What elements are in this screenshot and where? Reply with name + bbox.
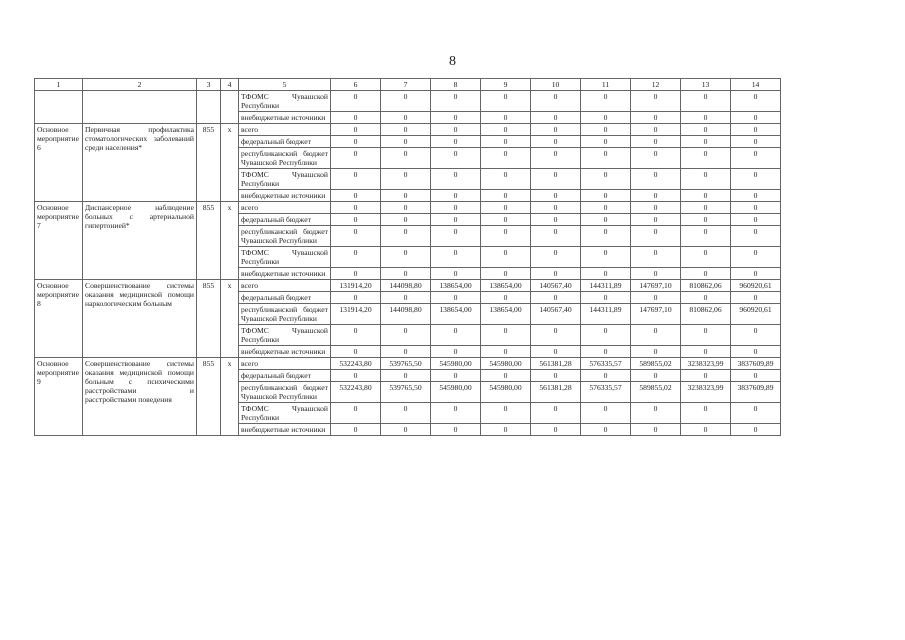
value-cell: 0 [481,214,531,226]
value-cell: 0 [431,214,481,226]
funding-source: республиканский бюджет Чувашской Республики [239,148,331,169]
value-cell: 0 [481,325,531,346]
value-cell: 0 [531,247,581,268]
funding-source: всего [239,202,331,214]
value-cell: 0 [481,424,531,436]
value-cell: 140567,40 [531,280,581,292]
value-cell: 532243,80 [331,358,381,370]
value-cell: 144311,89 [581,280,631,292]
value-cell: 0 [381,346,431,358]
value-cell: 0 [681,424,731,436]
value-cell: 0 [731,214,781,226]
value-cell: 545980,00 [431,382,481,403]
value-cell: 561381,28 [531,358,581,370]
value-cell: 0 [331,403,381,424]
funding-source: внебюджетные источники [239,112,331,124]
value-cell: 144311,89 [581,304,631,325]
measure-label-cell [35,91,83,124]
value-cell: 0 [631,403,681,424]
value-cell: 0 [581,136,631,148]
value-cell: 0 [381,112,431,124]
funding-source: всего [239,358,331,370]
value-cell: 147697,10 [631,304,681,325]
value-cell: 0 [381,403,431,424]
value-cell: 0 [631,169,681,190]
value-cell: 138654,00 [431,304,481,325]
funding-source: федеральный бюджет [239,292,331,304]
column-number: 7 [381,79,431,91]
column-number: 6 [331,79,381,91]
value-cell: 0 [631,214,681,226]
value-cell: 810862,06 [681,280,731,292]
value-cell: 0 [681,190,731,202]
value-cell: 0 [481,148,531,169]
value-cell: 0 [531,325,581,346]
x-marker: x [221,358,239,436]
value-cell: 0 [631,247,681,268]
value-cell: 0 [431,112,481,124]
value-cell: 0 [481,124,531,136]
column-number: 3 [197,79,221,91]
value-cell: 0 [481,136,531,148]
value-cell: 576335,57 [581,382,631,403]
value-cell: 0 [631,136,681,148]
value-cell: 0 [531,403,581,424]
value-cell: 0 [431,292,481,304]
column-number-row [35,79,781,91]
column-number: 13 [681,79,731,91]
value-cell: 0 [681,214,731,226]
value-cell: 0 [731,247,781,268]
value-cell: 0 [331,424,381,436]
value-cell: 0 [731,148,781,169]
measure-name: Совершенствование системы оказания медицинской помощи больным с психическими расстройствами и расстройствами поведения [83,358,197,436]
value-cell: 0 [431,226,481,247]
value-cell: 0 [681,202,731,214]
table-row [35,280,781,292]
value-cell: 0 [531,292,581,304]
value-cell: 0 [681,148,731,169]
value-cell: 0 [631,268,681,280]
value-cell: 0 [531,136,581,148]
value-cell: 0 [631,148,681,169]
value-cell: 0 [331,226,381,247]
value-cell: 539765,50 [381,358,431,370]
value-cell: 0 [331,247,381,268]
funding-source: республиканский бюджет Чувашской Республики [239,382,331,403]
value-cell: 0 [381,136,431,148]
column-number: 2 [83,79,197,91]
value-cell: 0 [631,202,681,214]
funding-source: внебюджетные источники [239,424,331,436]
value-cell: 0 [681,226,731,247]
value-cell: 0 [431,247,481,268]
value-cell: 0 [581,148,631,169]
column-number: 9 [481,79,531,91]
measure-name: Совершенствование системы оказания медицинской помощи наркологическим больным [83,280,197,358]
funding-source: ТФОМС Чувашской Республики [239,91,331,112]
value-cell: 0 [431,169,481,190]
value-cell: 545980,00 [481,382,531,403]
funding-source: внебюджетные источники [239,268,331,280]
value-cell: 0 [381,292,431,304]
value-cell: 0 [381,325,431,346]
value-cell: 0 [731,424,781,436]
value-cell: 0 [431,190,481,202]
value-cell: 0 [331,91,381,112]
value-cell: 0 [531,346,581,358]
value-cell: 0 [581,292,631,304]
value-cell: 0 [681,136,731,148]
measure-label: Основное мероприятие 7 [35,202,83,280]
funding-source: всего [239,124,331,136]
value-cell: 0 [531,190,581,202]
value-cell: 0 [581,403,631,424]
column-number: 11 [581,79,631,91]
value-cell: 0 [531,424,581,436]
value-cell: 131914,20 [331,304,381,325]
value-cell: 0 [681,169,731,190]
value-cell: 0 [681,403,731,424]
measure-label: Основное мероприятие 6 [35,124,83,202]
value-cell: 0 [531,169,581,190]
value-cell: 0 [681,268,731,280]
budget-table [34,78,781,436]
value-cell: 0 [581,202,631,214]
value-cell: 0 [631,292,681,304]
funding-source: федеральный бюджет [239,214,331,226]
x-cell [221,91,239,124]
budget-code: 855 [197,202,221,280]
x-marker: x [221,280,239,358]
value-cell: 589855,02 [631,358,681,370]
value-cell: 0 [631,124,681,136]
value-cell: 0 [381,214,431,226]
value-cell: 0 [381,190,431,202]
value-cell: 0 [581,226,631,247]
column-number: 1 [35,79,83,91]
value-cell: 0 [431,325,481,346]
value-cell: 0 [381,226,431,247]
value-cell: 0 [581,370,631,382]
value-cell: 0 [731,403,781,424]
value-cell: 0 [581,214,631,226]
value-cell: 0 [331,169,381,190]
value-cell: 138654,00 [481,304,531,325]
column-number: 12 [631,79,681,91]
column-number: 5 [239,79,331,91]
value-cell: 138654,00 [431,280,481,292]
value-cell: 0 [531,268,581,280]
value-cell: 0 [331,325,381,346]
value-cell: 0 [331,346,381,358]
value-cell: 0 [481,346,531,358]
value-cell: 0 [481,202,531,214]
value-cell: 0 [431,370,481,382]
value-cell: 0 [731,124,781,136]
funding-source: ТФОМС Чувашской Республики [239,403,331,424]
funding-source: федеральный бюджет [239,370,331,382]
value-cell: 0 [631,91,681,112]
value-cell: 0 [681,346,731,358]
column-number: 10 [531,79,581,91]
value-cell: 0 [431,136,481,148]
value-cell: 0 [431,346,481,358]
value-cell: 0 [731,325,781,346]
value-cell: 138654,00 [481,280,531,292]
measure-name-cell [83,91,197,124]
value-cell: 0 [681,292,731,304]
value-cell: 0 [481,292,531,304]
value-cell: 0 [581,112,631,124]
value-cell: 589855,02 [631,382,681,403]
value-cell: 0 [581,325,631,346]
value-cell: 0 [531,148,581,169]
funding-source: всего [239,280,331,292]
value-cell: 0 [581,346,631,358]
value-cell: 0 [381,124,431,136]
value-cell: 0 [631,370,681,382]
value-cell: 0 [331,268,381,280]
value-cell: 3238323,99 [681,358,731,370]
column-number: 4 [221,79,239,91]
funding-source: ТФОМС Чувашской Республики [239,325,331,346]
table-row [35,358,781,370]
x-marker: x [221,124,239,202]
value-cell: 0 [531,124,581,136]
value-cell: 0 [531,226,581,247]
x-marker: x [221,202,239,280]
budget-code: 855 [197,280,221,358]
value-cell: 0 [431,91,481,112]
value-cell: 0 [381,91,431,112]
value-cell: 0 [581,124,631,136]
funding-source: внебюджетные источники [239,190,331,202]
code-cell [197,91,221,124]
value-cell: 0 [681,112,731,124]
value-cell: 960920,61 [731,304,781,325]
value-cell: 0 [731,112,781,124]
budget-code: 855 [197,124,221,202]
value-cell: 0 [631,346,681,358]
value-cell: 0 [731,190,781,202]
value-cell: 0 [331,370,381,382]
value-cell: 0 [481,226,531,247]
value-cell: 0 [631,325,681,346]
value-cell: 3238323,99 [681,382,731,403]
value-cell: 0 [331,148,381,169]
value-cell: 0 [581,247,631,268]
value-cell: 0 [381,148,431,169]
value-cell: 576335,57 [581,358,631,370]
value-cell: 0 [731,370,781,382]
table-row [35,124,781,136]
funding-source: федеральный бюджет [239,136,331,148]
value-cell: 0 [581,424,631,436]
table-row [35,202,781,214]
measure-label: Основное мероприятие 9 [35,358,83,436]
value-cell: 3837609,89 [731,358,781,370]
value-cell: 0 [331,136,381,148]
value-cell: 0 [681,325,731,346]
value-cell: 0 [381,268,431,280]
value-cell: 0 [531,214,581,226]
value-cell: 0 [481,169,531,190]
funding-source: ТФОМС Чувашской Республики [239,169,331,190]
funding-source: внебюджетные источники [239,346,331,358]
value-cell: 0 [681,247,731,268]
value-cell: 0 [481,190,531,202]
value-cell: 0 [381,424,431,436]
table-row [35,91,781,112]
value-cell: 0 [581,169,631,190]
value-cell: 0 [331,190,381,202]
value-cell: 561381,28 [531,382,581,403]
value-cell: 0 [731,136,781,148]
value-cell: 144098,80 [381,304,431,325]
value-cell: 0 [381,169,431,190]
measure-label: Основное мероприятие 8 [35,280,83,358]
measure-name: Диспансерное наблюдение больных с артериальной гипертонией* [83,202,197,280]
value-cell: 0 [381,202,431,214]
value-cell: 532243,80 [331,382,381,403]
value-cell: 0 [581,268,631,280]
funding-source: республиканский бюджет Чувашской Республики [239,226,331,247]
value-cell: 0 [431,148,481,169]
value-cell: 539765,50 [381,382,431,403]
value-cell: 0 [581,190,631,202]
value-cell: 0 [331,214,381,226]
budget-code: 855 [197,358,221,436]
value-cell: 0 [531,370,581,382]
value-cell: 0 [681,91,731,112]
value-cell: 0 [481,403,531,424]
value-cell: 0 [481,268,531,280]
value-cell: 0 [331,124,381,136]
page-number: 8 [449,54,456,69]
value-cell: 0 [381,247,431,268]
value-cell: 0 [431,124,481,136]
value-cell: 0 [331,202,381,214]
value-cell: 810862,06 [681,304,731,325]
value-cell: 0 [731,202,781,214]
value-cell: 0 [481,91,531,112]
value-cell: 3837609,89 [731,382,781,403]
value-cell: 140567,40 [531,304,581,325]
value-cell: 0 [731,169,781,190]
value-cell: 0 [681,124,731,136]
column-number: 14 [731,79,781,91]
value-cell: 0 [481,112,531,124]
value-cell: 144098,80 [381,280,431,292]
value-cell: 0 [631,190,681,202]
value-cell: 0 [531,202,581,214]
value-cell: 0 [481,370,531,382]
value-cell: 0 [731,91,781,112]
value-cell: 0 [731,292,781,304]
value-cell: 0 [431,268,481,280]
value-cell: 0 [681,370,731,382]
funding-source: ТФОМС Чувашской Республики [239,247,331,268]
value-cell: 545980,00 [481,358,531,370]
value-cell: 0 [731,226,781,247]
column-number: 8 [431,79,481,91]
value-cell: 0 [731,346,781,358]
value-cell: 0 [581,91,631,112]
value-cell: 147697,10 [631,280,681,292]
value-cell: 0 [431,403,481,424]
measure-name: Первичная профилактика стоматологических заболеваний среди населения* [83,124,197,202]
value-cell: 0 [631,226,681,247]
value-cell: 0 [531,112,581,124]
value-cell: 0 [631,424,681,436]
value-cell: 960920,61 [731,280,781,292]
value-cell: 0 [481,247,531,268]
value-cell: 545980,00 [431,358,481,370]
value-cell: 0 [331,112,381,124]
funding-source: республиканский бюджет Чувашской Республики [239,304,331,325]
value-cell: 0 [381,370,431,382]
value-cell: 0 [731,268,781,280]
value-cell: 0 [331,292,381,304]
value-cell: 0 [431,424,481,436]
value-cell: 0 [531,91,581,112]
value-cell: 0 [431,202,481,214]
value-cell: 0 [631,112,681,124]
value-cell: 131914,20 [331,280,381,292]
